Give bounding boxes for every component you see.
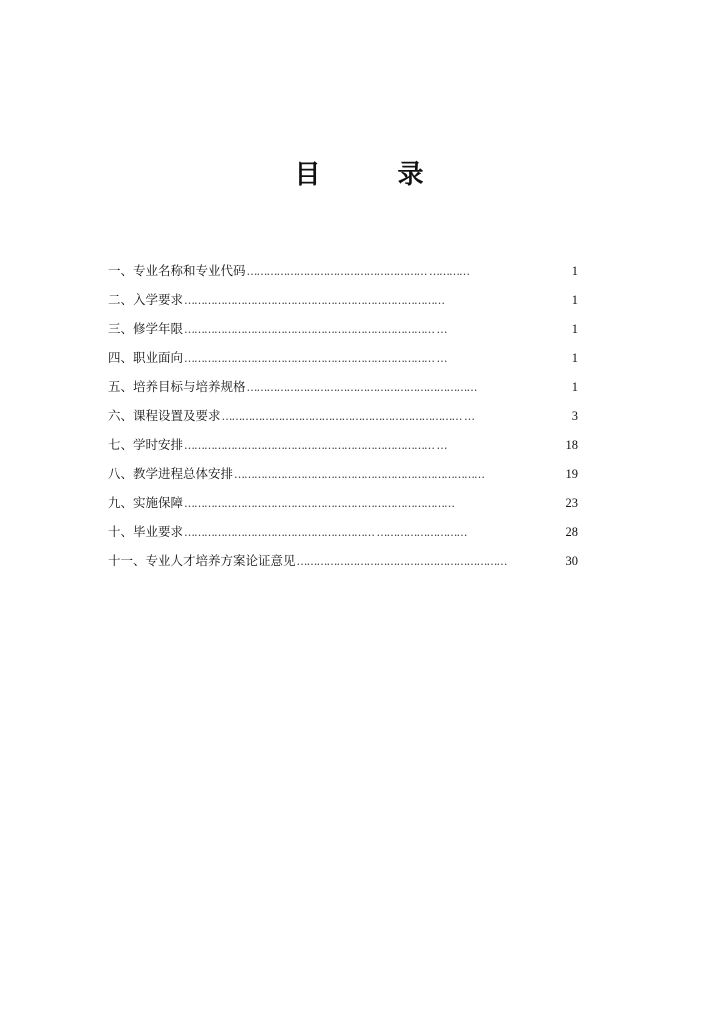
table-of-contents: [108, 256, 578, 575]
toc-entry-leader: ………………………………………………………………… …: [184, 323, 447, 336]
toc-entry-label: 五、培养目标与培养规格: [108, 379, 246, 394]
toc-entry-page-number: 1: [571, 264, 578, 278]
toc-entry-page-number: 1: [571, 322, 578, 336]
page-title: 目 录: [294, 160, 458, 190]
toc-entry-label: 四、职业面向: [108, 350, 184, 365]
toc-entry-page-number: 3: [571, 409, 578, 423]
toc-entry-leader: ………………………………………………… ………………………: [184, 526, 467, 539]
toc-entry-label: 二、入学要求: [108, 292, 184, 307]
toc-entry-10[interactable]: [108, 517, 578, 546]
toc-entry-leader: ……………………………………………………………………: [184, 294, 445, 307]
toc-entry-page-number: 23: [565, 496, 578, 510]
toc-entry-leader: ………………………………………………………………… …: [184, 439, 447, 452]
toc-entry-page-number: 1: [571, 380, 578, 394]
toc-entry-leader: …………………………………………………………………: [234, 468, 485, 481]
toc-entry-label: 六、课程设置及要求: [108, 408, 221, 423]
toc-entry-9[interactable]: [108, 488, 578, 517]
toc-entry-1[interactable]: [108, 256, 578, 285]
toc-entry-2[interactable]: [108, 285, 578, 314]
toc-entry-page-number: 1: [571, 351, 578, 365]
toc-entry-7[interactable]: [108, 430, 578, 459]
toc-entry-page-number: 18: [565, 438, 578, 452]
toc-entry-page-number: 28: [565, 525, 578, 539]
toc-entry-page-number: 1: [571, 293, 578, 307]
toc-entry-label: 九、实施保障: [108, 495, 184, 510]
toc-entry-label: 十一、专业人才培养方案论证意见: [108, 553, 296, 568]
toc-entry-11[interactable]: [108, 546, 578, 575]
toc-entry-4[interactable]: [108, 343, 578, 372]
toc-entry-label: 三、修学年限: [108, 321, 184, 336]
toc-entry-8[interactable]: [108, 459, 578, 488]
toc-entry-page-number: 19: [565, 467, 578, 481]
toc-entry-leader: ……………………………………………………………: [246, 381, 477, 394]
toc-entry-label: 七、学时安排: [108, 437, 184, 452]
toc-entry-page-number: 30: [565, 554, 578, 568]
toc-entry-leader: ………………………………………………………: [296, 555, 507, 568]
toc-entry-label: 十、毕业要求: [108, 524, 184, 539]
toc-entry-leader: ………………………………………………………………………: [184, 497, 455, 510]
toc-entry-6[interactable]: [108, 401, 578, 430]
toc-entry-5[interactable]: [108, 372, 578, 401]
toc-entry-label: 一、专业名称和专业代码: [108, 263, 246, 278]
toc-entry-leader: ……………………………………………………………… …: [221, 410, 475, 423]
toc-entry-label: 八、教学进程总体安排: [108, 466, 234, 481]
toc-entry-leader: ……………………………………………… …………: [246, 265, 470, 278]
toc-entry-3[interactable]: [108, 314, 578, 343]
toc-entry-leader: ………………………………………………………………… …: [184, 352, 447, 365]
